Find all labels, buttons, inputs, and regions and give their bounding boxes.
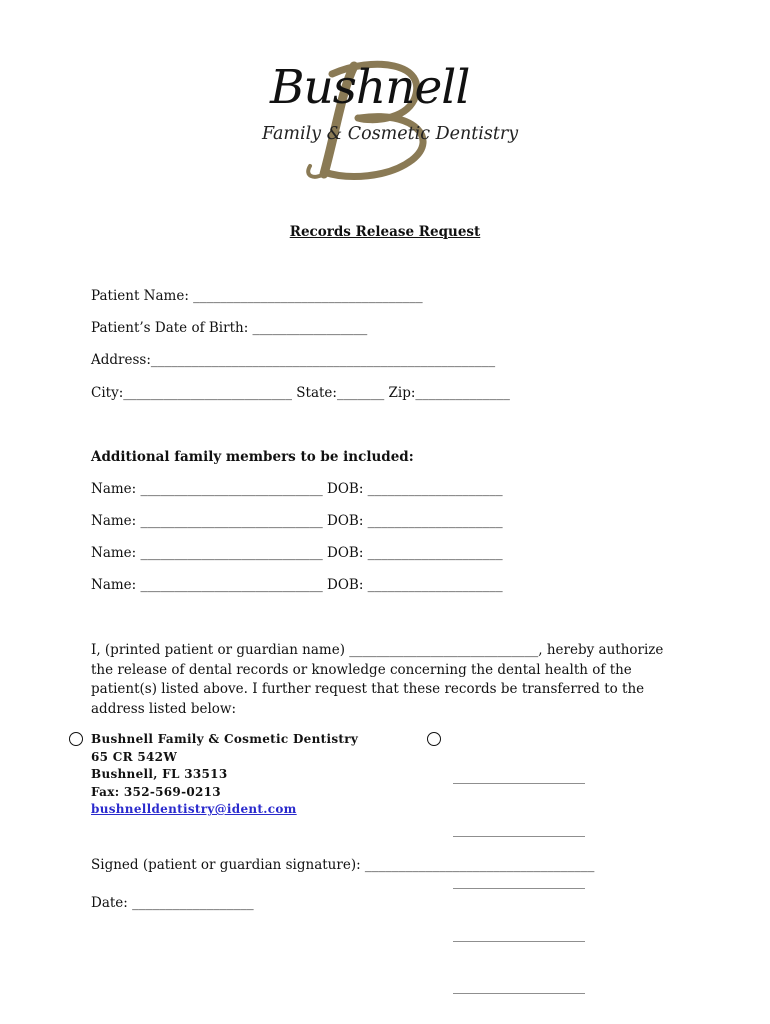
practice-address-radio[interactable] xyxy=(69,732,83,746)
patient-dob-field[interactable]: Patient’s Date of Birth: _________________ xyxy=(91,320,368,336)
practice-address-line: Bushnell, FL 33513 xyxy=(91,767,228,781)
family-member-row[interactable]: Name: ___________________________ DOB: ____________________ xyxy=(91,577,503,593)
practice-logo xyxy=(262,60,520,182)
other-address-line[interactable]: ______________________ xyxy=(453,927,585,942)
family-member-row[interactable]: Name: ___________________________ DOB: ____________________ xyxy=(91,481,503,497)
family-member-row[interactable]: Name: ___________________________ DOB: ____________________ xyxy=(91,545,503,561)
practice-fax: Fax: 352-569-0213 xyxy=(91,784,221,799)
family-heading: Additional family members to be included: xyxy=(91,449,414,465)
other-address-line[interactable]: ______________________ xyxy=(453,875,585,889)
other-address-line[interactable]: ______________________ xyxy=(453,770,585,784)
address-field[interactable]: Address:___________________________________________________ xyxy=(91,352,496,368)
date-field[interactable]: Date: __________________ xyxy=(91,895,254,911)
other-address-block[interactable] xyxy=(453,734,585,1014)
patient-name-field[interactable]: Patient Name: __________________________________ xyxy=(91,288,423,304)
practice-email-link[interactable]: bushnelldentistry@ident.com xyxy=(91,802,297,816)
city-state-zip-field[interactable]: City:_________________________ State:_______ Zip:______________ xyxy=(91,385,510,401)
other-address-line[interactable]: ______________________ xyxy=(453,980,585,994)
authorization-text: I, (printed patient or guardian name) ____________________________, hereby authorize the release of dental records or knowledge concerning the dental health of the patient(s) listed above. I further request that these records be transferred to the address listed below: xyxy=(91,642,664,717)
other-address-radio[interactable] xyxy=(427,732,441,746)
practice-address-line: Bushnell Family & Cosmetic Dentistry xyxy=(91,732,359,746)
other-address-line[interactable]: ______________________ xyxy=(453,822,585,837)
practice-address-block xyxy=(91,731,358,819)
practice-address-line: 65 CR 542W xyxy=(91,749,178,764)
family-member-row[interactable]: Name: ___________________________ DOB: ____________________ xyxy=(91,513,503,529)
signature-field[interactable]: Signed (patient or guardian signature): __________________________________ xyxy=(91,857,595,873)
page-title: Records Release Request xyxy=(289,224,481,240)
logo-name: Bushnell xyxy=(270,60,470,115)
logo-tagline: Family & Cosmetic Dentistry xyxy=(262,124,519,144)
